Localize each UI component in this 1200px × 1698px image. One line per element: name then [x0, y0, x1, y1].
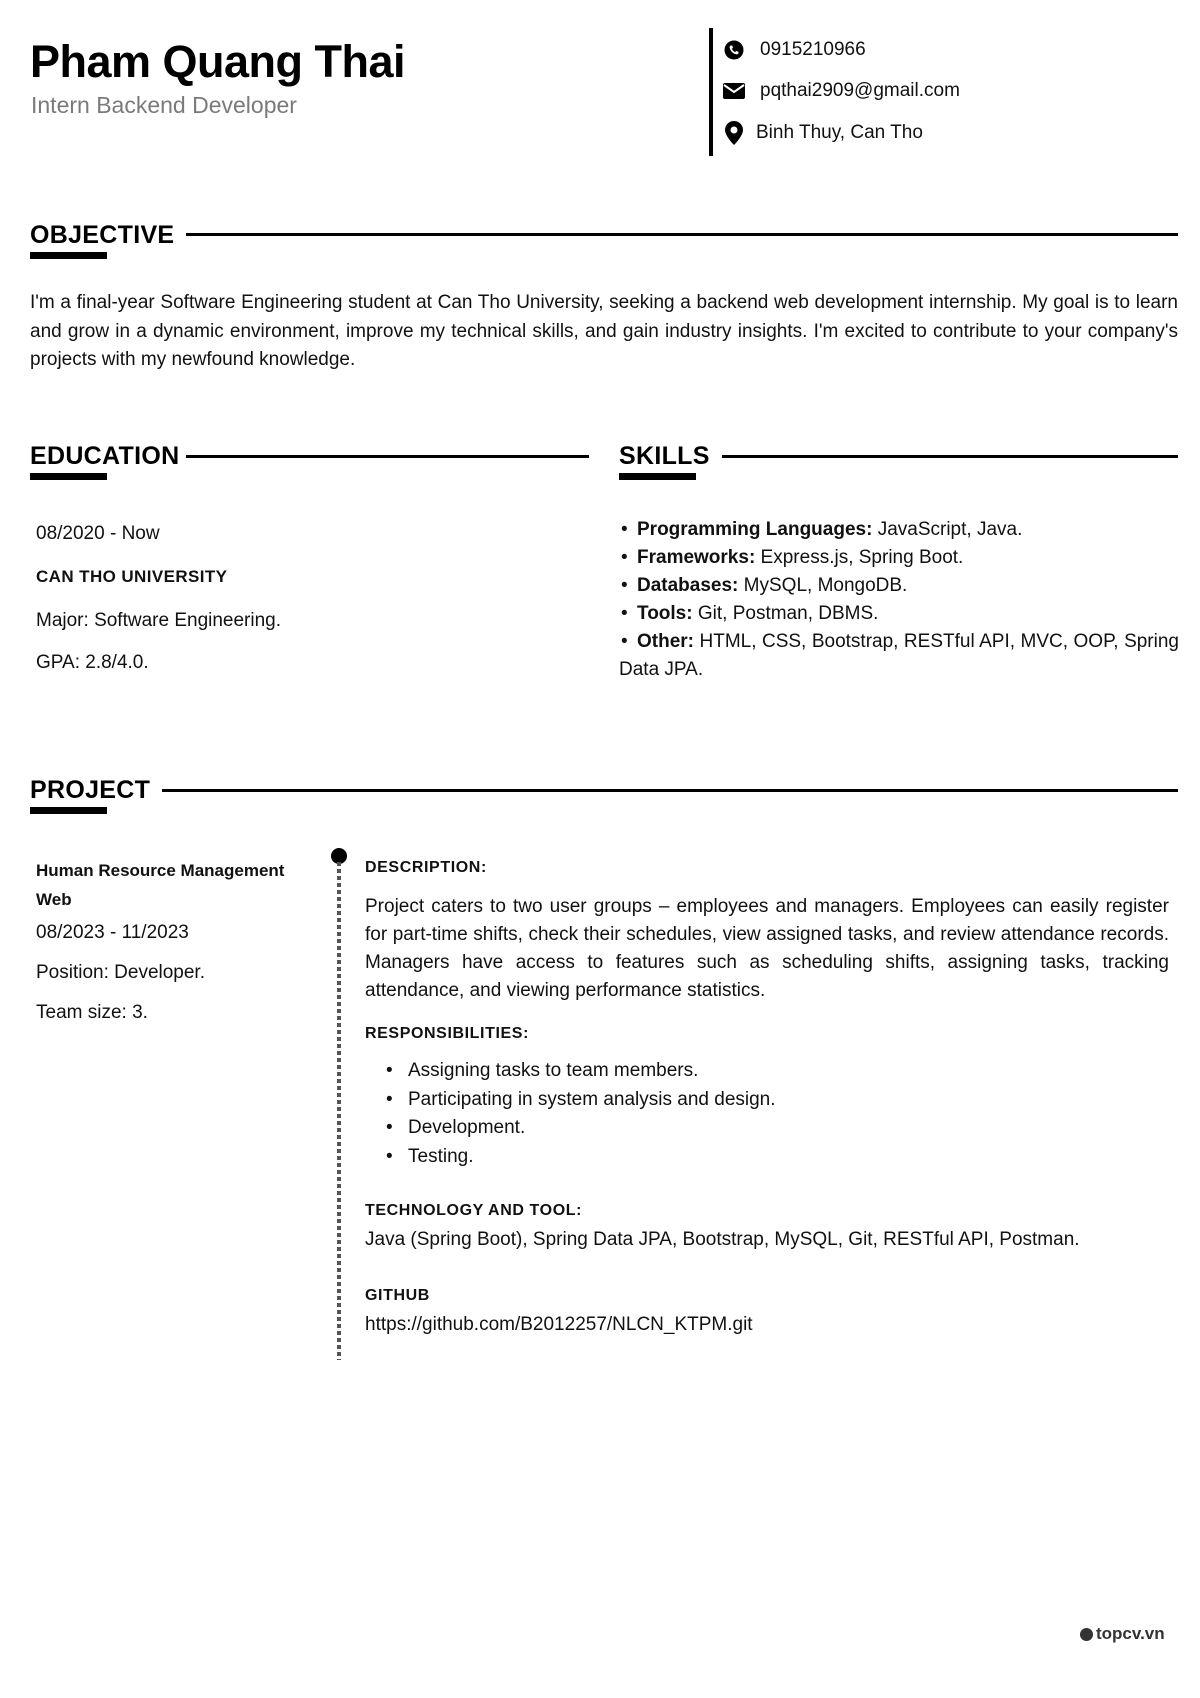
- project-heading: PROJECT: [30, 776, 151, 804]
- skill-item: • Tools: Git, Postman, DBMS.: [619, 600, 1179, 628]
- project-team-size: Team size: 3.: [36, 1002, 148, 1023]
- education-major: Major: Software Engineering.: [36, 610, 282, 631]
- education-heading: EDUCATION: [30, 442, 180, 470]
- email-address: pqthai2909@gmail.com: [760, 80, 960, 101]
- skill-item: • Other: HTML, CSS, Bootstrap, RESTful API, MVC, OOP, Spring Data JPA.: [619, 628, 1179, 684]
- objective-heading: OBJECTIVE: [30, 221, 175, 249]
- timeline-line: [337, 862, 341, 1360]
- contact-location: [722, 120, 923, 146]
- topcv-logo: topcv.vn: [1080, 1624, 1165, 1644]
- project-heading-rule: [162, 789, 1178, 792]
- candidate-role: Intern Backend Developer: [31, 92, 297, 118]
- project-period: 08/2023 - 11/2023: [36, 922, 189, 943]
- objective-text: I'm a final-year Software Engineering student at Can Tho University, seeking a backend web development internship. My goal is to learn and grow in a dynamic environment, improve my technical skills, and gain industry insights. I'm excited to contribute to your company's projects with my newfound knowledge.: [30, 292, 1178, 370]
- objective-heading-underline: [30, 252, 107, 259]
- skills-heading-rule: [722, 455, 1178, 458]
- github-link[interactable]: https://github.com/B2012257/NLCN_KTPM.git: [365, 1314, 753, 1335]
- contact-phone: [722, 37, 866, 63]
- project-position: Position: Developer.: [36, 962, 205, 983]
- description-label: DESCRIPTION:: [365, 859, 487, 876]
- project-name: Human Resource Management Web: [36, 861, 285, 909]
- objective-heading-rule: [186, 233, 1178, 236]
- project-technology: Java (Spring Boot), Spring Data JPA, Bootstrap, MySQL, Git, RESTful API, Postman.: [365, 1229, 1080, 1250]
- location-pin-icon: [722, 121, 746, 145]
- list-item: • Assigning tasks to team members.: [386, 1057, 776, 1086]
- skill-item: • Databases: MySQL, MongoDB.: [619, 572, 1179, 600]
- skills-heading-underline: [619, 473, 696, 480]
- skills-heading: SKILLS: [619, 442, 710, 470]
- list-item: • Testing.: [386, 1143, 776, 1172]
- education-school: CAN THO UNIVERSITY: [36, 567, 228, 586]
- education-heading-rule: [186, 455, 589, 458]
- candidate-name: Pham Quang Thai: [30, 36, 406, 87]
- skill-item: • Frameworks: Express.js, Spring Boot.: [619, 544, 1179, 572]
- list-item: • Participating in system analysis and design.: [386, 1086, 776, 1115]
- contact-email: [722, 78, 960, 104]
- github-label: GITHUB: [365, 1287, 430, 1304]
- location-text: Binh Thuy, Can Tho: [756, 122, 923, 143]
- logo-mark-icon: [1080, 1628, 1093, 1641]
- phone-icon: [722, 38, 746, 62]
- skills-list: [619, 516, 1179, 684]
- envelope-icon: [722, 79, 746, 103]
- skill-item: • Programming Languages: JavaScript, Java.: [619, 516, 1179, 544]
- project-heading-underline: [30, 807, 107, 814]
- phone-number: 0915210966: [760, 39, 866, 60]
- education-heading-underline: [30, 473, 107, 480]
- education-gpa: GPA: 2.8/4.0.: [36, 652, 149, 673]
- education-period: 08/2020 - Now: [36, 523, 160, 544]
- contact-divider: [709, 28, 713, 156]
- technology-label: TECHNOLOGY AND TOOL:: [365, 1202, 583, 1219]
- project-description: Project caters to two user groups – employees and managers. Employees can easily register for part-time shifts, check their schedules, view assigned tasks, and review attendance records. Managers have access to features such as scheduling shifts, assigning tasks, tracking attendance, and viewing performance statistics.: [365, 896, 1169, 1001]
- responsibilities-label: RESPONSIBILITIES:: [365, 1025, 529, 1042]
- list-item: • Development.: [386, 1114, 776, 1143]
- responsibilities-list: [386, 1057, 776, 1171]
